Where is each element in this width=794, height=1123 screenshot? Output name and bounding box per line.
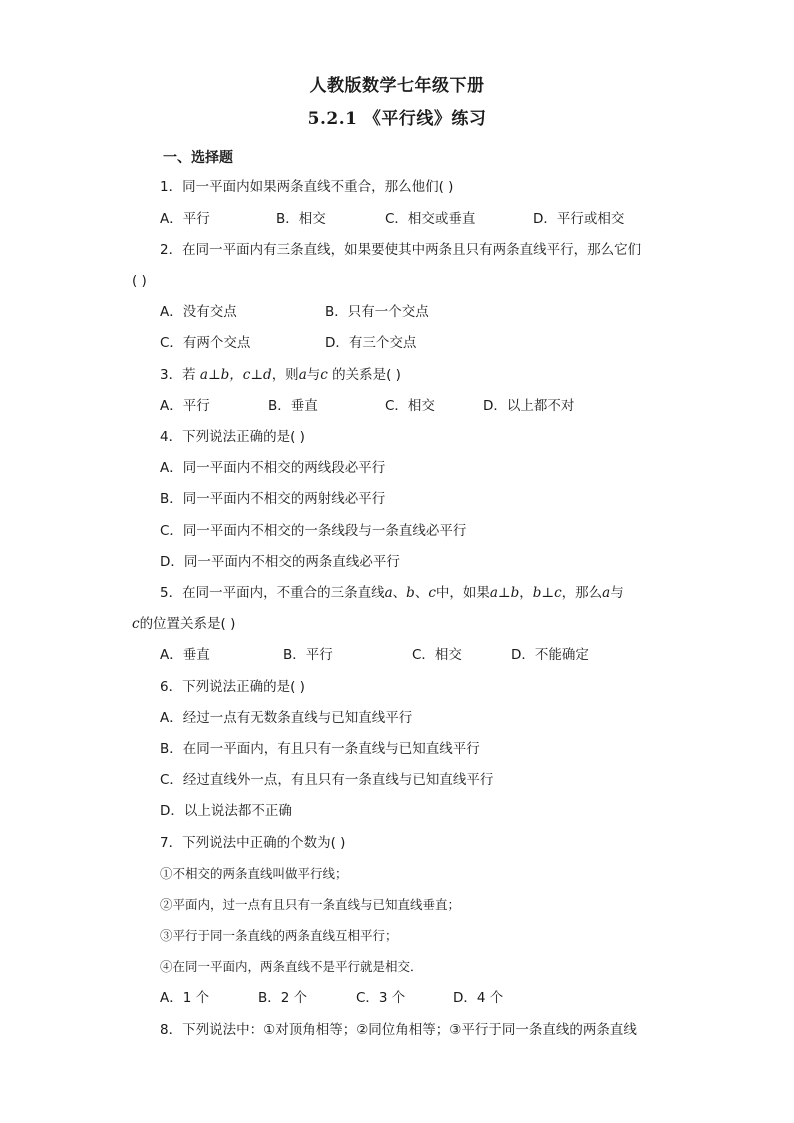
question-5-var-a: a (384, 585, 393, 601)
question-2-option-b: B．只有一个交点 (325, 304, 429, 320)
question-6-stem: 6．下列说法正确的是( ) (160, 679, 305, 695)
question-3-stem-mid: ，则 (271, 367, 299, 383)
question-7-option-d: D．4 个 (453, 990, 504, 1006)
question-1-stem: 1．同一平面内如果两条直线不重合，那么他们( ) (160, 179, 454, 195)
question-2-stem: 2．在同一平面内有三条直线，如果要使其中两条且只有两条直线平行，那么它们 (160, 242, 642, 258)
question-5-var-a-2: a (602, 585, 611, 601)
question-3-var-c: c (320, 367, 328, 383)
question-5-stem-continuation (132, 615, 235, 633)
question-3-option-c: C．相交 (385, 398, 435, 414)
question-5-stem-cont: 的位置关系是( ) (139, 616, 236, 632)
question-1-option-d: D．平行或相交 (533, 211, 625, 227)
question-5-var-c-2: c (132, 616, 140, 632)
question-6-option-a: A．经过一点有无数条直线与已知直线平行 (160, 710, 413, 726)
question-1-option-b: B．相交 (276, 211, 326, 227)
question-4-option-a: A．同一平面内不相交的两线段必平行 (160, 460, 386, 476)
question-3-option-a: A．平行 (160, 398, 210, 414)
question-5-with: 与 (610, 585, 624, 601)
question-2-option-c: C．有两个交点 (160, 335, 251, 351)
question-5-comma: ， (519, 585, 533, 601)
question-3-option-d: D．以上都不对 (483, 398, 575, 414)
question-6-option-d: D．以上说法都不正确 (160, 803, 292, 819)
section-heading: 一、选择题 (163, 150, 233, 166)
question-3-with: 与 (306, 367, 321, 383)
question-3-math: a⊥b，c⊥d (199, 367, 272, 383)
question-8-stem: 8．下列说法中：①对顶角相等；②同位角相等；③平行于同一条直线的两条直线 (160, 1022, 637, 1038)
question-6-option-b: B．在同一平面内，有且只有一条直线与已知直线平行 (160, 741, 480, 757)
question-5-relation-2: b⊥c (532, 585, 562, 601)
question-5-sep-1: 、 (392, 585, 407, 601)
question-5-relation-1: a⊥b (489, 585, 520, 601)
question-3-stem (160, 366, 401, 384)
question-3-stem-prefix: 3．若 (160, 367, 200, 383)
question-6-option-c: C．经过直线外一点，有且只有一条直线与已知直线平行 (160, 772, 494, 788)
question-7-statement-3: ③平行于同一条直线的两条直线互相平行； (160, 928, 398, 943)
question-7-option-c: C．3 个 (356, 990, 406, 1006)
question-5-var-b: b (406, 585, 415, 601)
question-7-statement-1: ①不相交的两条直线叫做平行线； (160, 866, 348, 881)
question-5-stem (160, 584, 624, 602)
document-subtitle: 5.2.1 《平行线》练习 (307, 109, 487, 129)
question-5-option-a: A．垂直 (160, 647, 210, 663)
question-7-option-a: A．1 个 (160, 990, 210, 1006)
question-4-option-c: C．同一平面内不相交的一条线段与一条直线必平行 (160, 523, 467, 539)
question-5-option-d: D．不能确定 (511, 647, 589, 663)
question-5-var-c: c (428, 585, 436, 601)
question-5-option-b: B．平行 (283, 647, 333, 663)
question-7-option-b: B．2 个 (258, 990, 308, 1006)
question-2-option-d: D．有三个交点 (325, 335, 417, 351)
question-1-option-c: C．相交或垂直 (385, 211, 476, 227)
question-1-option-a: A．平行 (160, 211, 210, 227)
question-4-stem: 4．下列说法正确的是( ) (160, 429, 305, 445)
question-5-stem-mid: 中，如果 (435, 585, 490, 601)
question-2-option-a: A．没有交点 (160, 304, 237, 320)
question-7-stem: 7．下列说法中正确的个数为( ) (160, 835, 346, 851)
question-3-stem-suffix: 的关系是( ) (327, 367, 401, 383)
question-3-var-a: a (298, 367, 307, 383)
question-7-statement-2: ②平面内，过一点有且只有一条直线与已知直线垂直； (160, 897, 461, 912)
question-5-sep-2: 、 (414, 585, 429, 601)
question-5-stem-prefix: 5．在同一平面内，不重合的三条直线 (160, 585, 385, 601)
question-5-option-c: C．相交 (412, 647, 462, 663)
question-2-stem-continuation: ( ) (132, 273, 147, 289)
question-4-option-d: D．同一平面内不相交的两条直线必平行 (160, 554, 400, 570)
question-3-option-b: B．垂直 (268, 398, 318, 414)
question-7-statement-4: ④在同一平面内，两条直线不是平行就是相交． (160, 959, 423, 974)
document-title: 人教版数学七年级下册 (309, 76, 485, 96)
question-5-stem-post: ，那么 (561, 585, 603, 601)
question-4-option-b: B．同一平面内不相交的两射线必平行 (160, 491, 386, 507)
